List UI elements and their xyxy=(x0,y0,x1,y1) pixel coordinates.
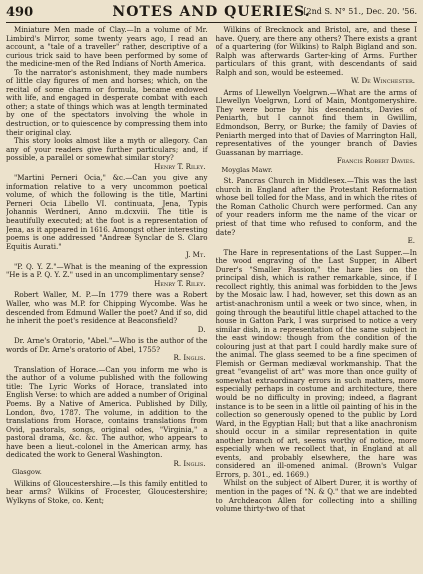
paragraph: Arms of Llewellyn Voelgrwn.—What are the arms of Llewellyn Voelgrwn, Lord of Main, Montgomeryshire. They were borne by his descendants, Davies of Peniarth, but I cannot find them in Gwillim, Edmondson, Berry, or Burke; the family of Davies of Peniarth merged into that of Davies of Marrington Hall, representatives of the younger branch of Davies Guassanan by marriage. xyxy=(215,87,417,157)
paragraph: Wilkins of Brecknock and Bristol, are, and these I have. Query, are there any others? There exists a grant of a quartering (for Wilkins) to Ralph Bigland and son. Ralph was afterwards Garter-king of Arms. Further particulars of this grant, with descendants of said Ralph and son, would be esteemed. xyxy=(215,26,417,77)
columns xyxy=(6,26,417,574)
query-entry xyxy=(216,249,418,514)
signature: R. Inglis. xyxy=(173,458,206,468)
signature: Francis Robert Davies. xyxy=(336,156,415,166)
query-entry xyxy=(216,177,418,245)
paragraph: "P. Q. Y. Z."—What is the meaning of the expression "He is a P. Q. Y. Z." used in an uncomplimentary sense? xyxy=(6,261,208,280)
left-column xyxy=(6,26,208,574)
location: Glasgow. xyxy=(12,468,42,477)
query-entry xyxy=(6,291,208,334)
running-header xyxy=(6,4,417,23)
right-column xyxy=(216,26,418,574)
paragraph: "Martini Perneri Ocia," &c.—Can you give any information relative to a very uncommon poetical volume, of which the following is the title, Martini Perneri Ocia Libello VI. continuata, Jena, Typis Johannis Werdneri, Anno m.dcxviii. The title is beautifully executed; at the foot is a representation of Jena, as it appeared in 1616. Amongst other interesting poems is one addressed "Andreæ Synclar de S. Claro Equitis Aurati." xyxy=(6,173,208,251)
signature: Henry T. Riley. xyxy=(154,161,206,171)
paragraph: Miniature Men made of Clay.—In a volume of Mr. Limbird's Mirror, some twenty years ago, I read an account, a "tale of a traveller" rather, descriptive of a curious trick said to have been performed by some of the medicine-men of the Red Indians of North America. xyxy=(6,26,208,69)
signature: R. Inglis. xyxy=(173,353,206,363)
query-entry xyxy=(6,263,208,289)
signature: D. xyxy=(197,324,206,334)
page-number: 490 xyxy=(6,5,34,20)
series-info: [2nd S. N° 51., Dec. 20. '56. xyxy=(303,7,417,16)
query-entry xyxy=(6,366,208,477)
signature: E. xyxy=(407,236,415,246)
paragraph: This story looks almost like a myth or allegory. Can any of your readers give further particulars; and, if possible, a parallel or somewhat similar story? xyxy=(6,136,208,163)
signature: Henry T. Riley. xyxy=(154,278,206,288)
location: Moyglas Mawr. xyxy=(221,165,273,174)
paragraph: To the narrator's astonishment, they made numbers of little clay figures of men and horses; which, on the recital of some charm or formula, became endowed with life, and engaged in desperate combat with each other; a state of things which was at length terminated by one of the spectators involving the whole in destruction, or to quiescence by compressing them into their original clay. xyxy=(6,67,208,137)
paragraph: Whilst on the subject of Albert Durer, it is worthy of mention in the pages of "N. & Q." that we are indebted to Archdeacon Allen for collecting into a shilling volume thirty-two of that xyxy=(215,478,417,514)
query-entry xyxy=(6,480,208,506)
query-entry xyxy=(216,26,418,86)
paragraph: Robert Waller, M. P.—In 1779 there was a Robert Waller, who was M.P. for Chipping Wycombe. Was he descended from Edmund Waller the poet? And if so, did he inherit the poet's residence at Beaconsfield? xyxy=(6,290,208,326)
paragraph: Wilkins of Gloucestershire.—Is this family entitled to bear arms? Wilkins of Frocester, Gloucestershire; Wylkyns of Stoke, co. Kent; xyxy=(6,478,208,505)
signature: J. Mt. xyxy=(185,250,206,260)
paragraph: Translation of Horace.—Can you inform me who is the author of a volume published with the following title: The Lyric Works of Horace, translated into English Verse: to which are added a number of Original Poems. By a Native of America. Published by Dilly, London, 8vo, 1787. The volume, in addition to the translations from Horace, contains translations from Ovid, pastorals, songs, original odes, "Virginia," a pastoral drama, &c. &c. The author, who appears to have been a lieut.-colonel in the American army, has dedicated the work to General Washington. xyxy=(6,364,208,460)
paragraph: The Hare in representations of the Last Supper.—In the wood engraving of the Last Supper, in Albert Durer's "Smaller Passion," the hare lies on the principal dish, which is rather remarkable, since, if I recollect rightly, this animal was forbidden to the Jews by the Mosaic law. I had, however, set this down as an artist-anachronism until a week or two since, when, in going through the beautiful little chapel attached to the house in Gatton Park, I was surprised to notice a very similar dish, in a representation of the same subject in the east window: though from the condition of the colouring just at that part I could hardly make sure of the animal. The glass seemed to be a fine specimen of Flemish or German mediæval workmanship. That the great "evangelist of art" was more than once guilty of somewhat extraordinary errors in such matters, more especially perhaps in costume and architecture, there would be no difficulty in proving; indeed, a flagrant instance is to be seen in a little oil painting of his in the collection so generously opened to the public by Lord Ward, in the Egyptian Hall; but that a like anachronism should occur in a similar representation in quite another branch of art, seems worthy of notice, more especially when we recollect that, in England at all events, and probably elsewhere, the hare was considered an ill-omened animal. (Brown's Vulgar Errors, p. 301., ed. 1669.) xyxy=(215,247,417,479)
query-entry xyxy=(6,337,208,363)
signature: W. De Winchester. xyxy=(350,76,415,86)
paragraph: Dr. Arne's Oratorio, "Abel."—Who is the author of the words of Dr. Arne's oratorio of Abel, 1755? xyxy=(6,336,208,354)
journal-title: NOTES AND QUERIES. xyxy=(112,4,311,20)
query-entry xyxy=(6,174,208,259)
query-entry xyxy=(6,26,208,171)
query-entry xyxy=(216,89,418,174)
paragraph: St. Pancras Church in Middlesex.—This was the last church in England after the Protestant Reformation whose bell tolled for the Mass, and in which the rites of the Roman Catholic Church were performed. Can any of your readers inform me the name of the vicar or priest of that time who refused to conform, and the date? xyxy=(215,176,417,237)
